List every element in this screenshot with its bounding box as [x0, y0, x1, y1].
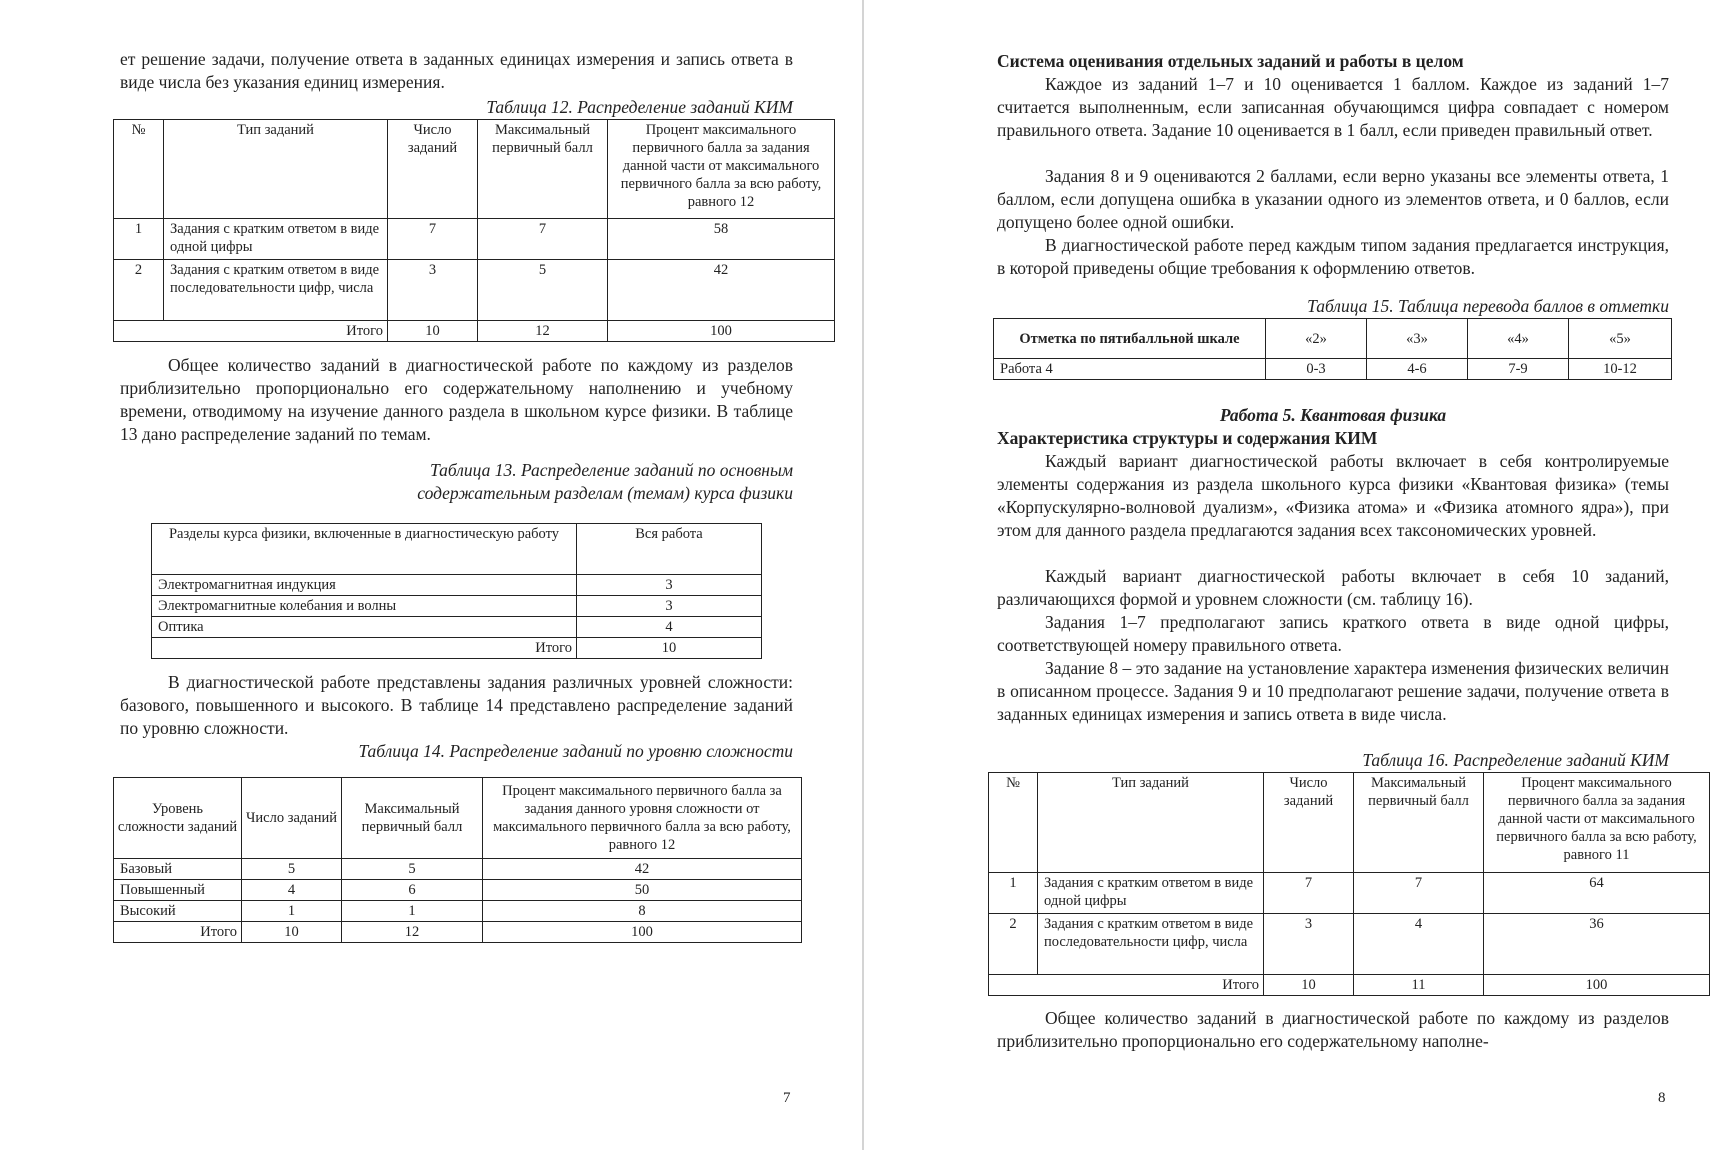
table-cell: 50: [483, 880, 802, 901]
header-cell: Уровень сложности заданий: [114, 778, 242, 859]
table-12: [113, 119, 835, 342]
table-13-caption: [120, 459, 793, 505]
header-cell: Процент максимального первичного балла за задания данной части от максимального первичного балла за всю работу, равного 11: [1484, 773, 1710, 873]
table-cell: 1: [242, 901, 342, 922]
table-cell: 11: [1354, 975, 1484, 996]
table-cell: 4: [1354, 914, 1484, 975]
table-row: [994, 359, 1672, 380]
table-header-row: [114, 120, 835, 219]
table-cell: 1: [989, 873, 1038, 914]
table-cell: Итого: [989, 975, 1264, 996]
header-cell: «4»: [1468, 319, 1569, 359]
table-cell: Электромагнитная индукция: [152, 575, 577, 596]
table-cell: Задания с кратким ответом в виде одной цифры: [1038, 873, 1264, 914]
table-cell: 4-6: [1367, 359, 1468, 380]
table-14-caption: Таблица 14. Распределение заданий по уровню сложности: [358, 741, 793, 761]
paragraph: Каждое из заданий 1–7 и 10 оценивается 1 баллом. Каждое из заданий 1–7 считается выполненным, если записанная обучающимся цифра совпадает с номером правильного ответа. Задание 10 оценивается в 1 балл, если приведен правильный ответ.: [997, 74, 1669, 140]
table-total-row: [989, 975, 1710, 996]
paragraph: Задания 8 и 9 оцениваются 2 баллами, если верно указаны все элементы ответа, 1 баллом, если допущена ошибка в указании одного из элементов ответа, и 0 баллов, если допущено более одной ошибки.: [997, 166, 1669, 232]
header-cell: «3»: [1367, 319, 1468, 359]
header-cell: №: [989, 773, 1038, 873]
table-cell: 64: [1484, 873, 1710, 914]
table-row: [152, 575, 762, 596]
table-cell: Базовый: [114, 859, 242, 880]
table-cell: 7: [388, 219, 478, 260]
table-cell: 0-3: [1266, 359, 1367, 380]
table-16: [988, 772, 1710, 996]
page-number: 8: [1658, 1090, 1666, 1106]
table-cell: 1: [114, 219, 164, 260]
table-cell: 3: [388, 260, 478, 321]
header-cell: Процент максимального первичного балла за задания данной части от максимального первичного балла за всю работу, равного 12: [608, 120, 835, 219]
paragraph: Каждый вариант диагностической работы включает в себя 10 заданий, различающихся формой и уровнем сложности (см. таблицу 16).: [997, 566, 1669, 609]
header-cell: №: [114, 120, 164, 219]
table-cell: 10-12: [1569, 359, 1672, 380]
table-cell: 12: [478, 321, 608, 342]
paragraph: Задание 8 – это задание на установление характера изменения физических величин в описанном процессе. Задания 9 и 10 предполагают решение задачи, получение ответа в заданных единицах измерения и запись ответа в виде числа.: [997, 658, 1669, 724]
table-row: [114, 880, 802, 901]
table-cell: 36: [1484, 914, 1710, 975]
header-cell: Тип заданий: [1038, 773, 1264, 873]
header-cell: Процент максимального первичного балла за задания данного уровня сложности от максимального первичного балла за всю работу, равного 12: [483, 778, 802, 859]
header-cell: Отметка по пятибалльной шкале: [994, 319, 1266, 359]
table-cell: 4: [242, 880, 342, 901]
table-cell: 7-9: [1468, 359, 1569, 380]
table-cell: 7: [1264, 873, 1354, 914]
table-cell: 12: [342, 922, 483, 943]
table-cell: 2: [989, 914, 1038, 975]
table-12-caption: Таблица 12. Распределение заданий КИМ: [486, 97, 793, 117]
header-cell: Число заданий: [388, 120, 478, 219]
table-header-row: [152, 524, 762, 575]
table-cell: 7: [478, 219, 608, 260]
table-row: [989, 914, 1710, 975]
table-cell: Электромагнитные колебания и волны: [152, 596, 577, 617]
table-cell: 7: [1354, 873, 1484, 914]
table-row: [114, 859, 802, 880]
table-header-row: [994, 319, 1672, 359]
table-cell: 58: [608, 219, 835, 260]
table-cell: 6: [342, 880, 483, 901]
table-cell: 5: [342, 859, 483, 880]
header-cell: Число заданий: [242, 778, 342, 859]
table-cell: Задания с кратким ответом в виде последовательности цифр, числа: [164, 260, 388, 321]
table-row: [114, 219, 835, 260]
table-cell: Задания с кратким ответом в виде одной цифры: [164, 219, 388, 260]
table-cell: 8: [483, 901, 802, 922]
table-row: [152, 617, 762, 638]
table-cell: 3: [1264, 914, 1354, 975]
table-cell: 42: [483, 859, 802, 880]
header-cell: Разделы курса физики, включенные в диагностическую работу: [152, 524, 577, 575]
table-total-row: [114, 321, 835, 342]
table-cell: 100: [608, 321, 835, 342]
table-row: [114, 901, 802, 922]
table-cell: 10: [1264, 975, 1354, 996]
header-cell: Тип заданий: [164, 120, 388, 219]
table-cell: 100: [483, 922, 802, 943]
table-header-row: [114, 778, 802, 859]
table-cell: 3: [577, 596, 762, 617]
table-cell: Итого: [114, 922, 242, 943]
table-cell: Оптика: [152, 617, 577, 638]
paragraph: Каждый вариант диагностической работы включает в себя контролируемые элементы содержания из раздела школьного курса физики «Квантовая физика» (темы «Корпускулярно-волновой дуализм», «Физика атома» и «Физика атомного ядра»), при этом для данного раздела предлагаются задания всех таксономических уровней.: [997, 451, 1669, 540]
paragraph: Задания 1–7 предполагают запись краткого ответа в виде одной цифры, соответствующей номеру правильного ответа.: [997, 612, 1669, 655]
paragraph: В диагностической работе перед каждым типом задания предлагается инструкция, в которой приведены общие требования к оформлению ответов.: [997, 235, 1669, 278]
table-row: [114, 260, 835, 321]
table-cell: 5: [478, 260, 608, 321]
paragraph: Общее количество заданий в диагностической работе по каждому из разделов приблизительно пропорционально его содержательному наполнению и учебному времени, отводимому на изучение данного раздела в школьном курсе физики. В таблице 13 дано распределение заданий по темам.: [120, 355, 793, 444]
header-cell: «5»: [1569, 319, 1672, 359]
left-page: [0, 0, 862, 1150]
table-cell: 4: [577, 617, 762, 638]
header-cell: Вся работа: [577, 524, 762, 575]
table-cell: Итого: [114, 321, 388, 342]
table-16-caption: Таблица 16. Распределение заданий КИМ: [1362, 750, 1669, 770]
table-cell: Работа 4: [994, 359, 1266, 380]
table-total-row: [152, 638, 762, 659]
table-cell: 10: [388, 321, 478, 342]
table-cell: Итого: [152, 638, 577, 659]
table-15-caption: Таблица 15. Таблица перевода баллов в отметки: [1307, 296, 1669, 316]
table-cell: 100: [1484, 975, 1710, 996]
table-cell: 1: [342, 901, 483, 922]
section-heading: Система оценивания отдельных заданий и работы в целом: [997, 51, 1464, 71]
caption-line: содержательным разделам (темам) курса физики: [417, 483, 793, 503]
paragraph: В диагностической работе представлены задания различных уровней сложности: базового, повышенного и высокого. В таблице 14 представлено распределение заданий по уровню сложности.: [120, 672, 793, 738]
header-cell: Максимальный первичный балл: [1354, 773, 1484, 873]
table-cell: 10: [242, 922, 342, 943]
table-cell: Повышенный: [114, 880, 242, 901]
paragraph: Общее количество заданий в диагностической работе по каждому из разделов приблизительно пропорционально его содержательному наполне-: [997, 1008, 1669, 1051]
work-title: Работа 5. Квантовая физика: [1219, 405, 1447, 425]
table-cell: 5: [242, 859, 342, 880]
header-cell: Максимальный первичный балл: [342, 778, 483, 859]
table-cell: 2: [114, 260, 164, 321]
header-cell: Максимальный первичный балл: [478, 120, 608, 219]
caption-line: Таблица 13. Распределение заданий по основным: [430, 460, 793, 480]
table-13: [151, 523, 762, 659]
header-cell: Число заданий: [1264, 773, 1354, 873]
table-row: [152, 596, 762, 617]
table-cell: 3: [577, 575, 762, 596]
header-cell: «2»: [1266, 319, 1367, 359]
table-header-row: [989, 773, 1710, 873]
table-cell: Задания с кратким ответом в виде последовательности цифр, числа: [1038, 914, 1264, 975]
table-total-row: [114, 922, 802, 943]
right-page: [864, 0, 1729, 1150]
table-cell: 42: [608, 260, 835, 321]
table-14: [113, 777, 802, 943]
table-cell: Высокий: [114, 901, 242, 922]
page-number: 7: [783, 1090, 791, 1106]
paragraph: ет решение задачи, получение ответа в заданных единицах измерения и запись ответа в виде числа без указания единиц измерения.: [120, 49, 793, 92]
section-heading: Характеристика структуры и содержания КИМ: [997, 428, 1378, 448]
table-cell: 10: [577, 638, 762, 659]
table-15: [993, 318, 1672, 380]
table-row: [989, 873, 1710, 914]
